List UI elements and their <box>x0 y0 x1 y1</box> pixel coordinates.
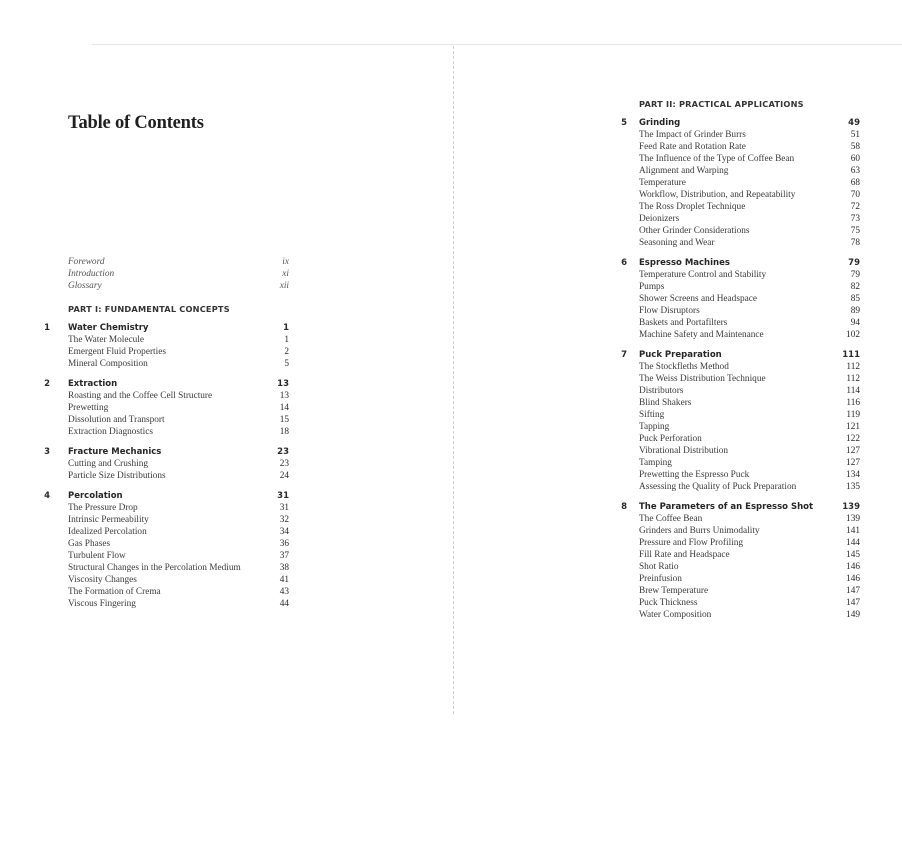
section-row[interactable]: Structural Changes in the Percolation Medium 38 <box>68 563 289 573</box>
section-row[interactable]: Distributors 114 <box>639 386 860 396</box>
section-row[interactable]: Viscous Fingering 44 <box>68 599 289 609</box>
section-row[interactable]: Turbulent Flow 37 <box>68 551 289 561</box>
section-row[interactable]: The Pressure Drop 31 <box>68 503 289 513</box>
section-row[interactable]: Emergent Fluid Properties 2 <box>68 347 289 357</box>
section-row[interactable]: Preinfusion 146 <box>639 574 860 584</box>
section-row[interactable]: Vibrational Distribution 127 <box>639 446 860 456</box>
section-row[interactable]: The Stockfleths Method 112 <box>639 362 860 372</box>
section-row[interactable]: Puck Thickness 147 <box>639 598 860 608</box>
section-row[interactable]: Particle Size Distributions 24 <box>68 471 289 481</box>
section-row[interactable]: Puck Perforation 122 <box>639 434 860 444</box>
section-row[interactable]: Idealized Percolation 34 <box>68 527 289 537</box>
section-row[interactable]: Other Grinder Considerations 75 <box>639 226 860 236</box>
section-row[interactable]: The Ross Droplet Technique 72 <box>639 202 860 212</box>
section-row[interactable]: Water Composition 149 <box>639 610 860 620</box>
section-row[interactable]: The Coffee Bean 139 <box>639 514 860 524</box>
section-row[interactable]: Tamping 127 <box>639 458 860 468</box>
chapter-row[interactable]: 3 Fracture Mechanics 23 <box>44 447 289 457</box>
section-row[interactable]: Baskets and Portafilters 94 <box>639 318 860 328</box>
section-row[interactable]: Flow Disruptors 89 <box>639 306 860 316</box>
section-row[interactable]: Alignment and Warping 63 <box>639 166 860 176</box>
section-row[interactable]: Mineral Composition 5 <box>68 359 289 369</box>
section-row[interactable]: Cutting and Crushing 23 <box>68 459 289 469</box>
chapter-row[interactable]: 5 Grinding 49 <box>621 118 860 128</box>
chapter-row[interactable]: 2 Extraction 13 <box>44 379 289 389</box>
front-matter-list <box>0 256 453 292</box>
section-row[interactable]: Workflow, Distribution, and Repeatability 70 <box>639 190 860 200</box>
section-row[interactable]: Extraction Diagnostics 18 <box>68 427 289 437</box>
chapter-row[interactable]: 1 Water Chemistry 1 <box>44 323 289 333</box>
right-page <box>454 0 902 857</box>
section-row[interactable]: Prewetting 14 <box>68 403 289 413</box>
part-heading: PART I: FUNDAMENTAL CONCEPTS <box>68 304 230 314</box>
section-row[interactable]: Blind Shakers 116 <box>639 398 860 408</box>
chapter-row[interactable]: 8 The Parameters of an Espresso Shot 139 <box>621 502 860 512</box>
section-row[interactable]: Fill Rate and Headspace 145 <box>639 550 860 560</box>
part-heading: PART II: PRACTICAL APPLICATIONS <box>639 99 804 109</box>
section-row[interactable]: Temperature 68 <box>639 178 860 188</box>
section-row[interactable]: Intrinsic Permeability 32 <box>68 515 289 525</box>
section-row[interactable]: Temperature Control and Stability 79 <box>639 270 860 280</box>
section-row[interactable]: Viscosity Changes 41 <box>68 575 289 585</box>
section-row[interactable]: Assessing the Quality of Puck Preparation 135 <box>639 482 860 492</box>
section-row[interactable]: Seasoning and Wear 78 <box>639 238 860 248</box>
front-matter-item[interactable]: Foreword ix <box>68 257 289 267</box>
section-row[interactable]: Deionizers 73 <box>639 214 860 224</box>
section-row[interactable]: Brew Temperature 147 <box>639 586 860 596</box>
section-row[interactable]: Grinders and Burrs Unimodality 141 <box>639 526 860 536</box>
section-row[interactable]: Prewetting the Espresso Puck 134 <box>639 470 860 480</box>
section-row[interactable]: The Influence of the Type of Coffee Bean 60 <box>639 154 860 164</box>
section-row[interactable]: Pressure and Flow Profiling 144 <box>639 538 860 548</box>
section-row[interactable]: Shower Screens and Headspace 85 <box>639 294 860 304</box>
section-row[interactable]: Shot Ratio 146 <box>639 562 860 572</box>
part-1 <box>0 303 453 610</box>
section-row[interactable]: Roasting and the Coffee Cell Structure 13 <box>68 391 289 401</box>
section-row[interactable]: The Weiss Distribution Technique 112 <box>639 374 860 384</box>
section-row[interactable]: Pumps 82 <box>639 282 860 292</box>
section-row[interactable]: Sifting 119 <box>639 410 860 420</box>
front-matter-item[interactable]: Introduction xi <box>68 269 289 279</box>
chapter-row[interactable]: 4 Percolation 31 <box>44 491 289 501</box>
section-row[interactable]: The Formation of Crema 43 <box>68 587 289 597</box>
section-row[interactable]: The Impact of Grinder Burrs 51 <box>639 130 860 140</box>
toc-title: Table of Contents <box>68 113 204 133</box>
section-row[interactable]: Gas Phases 36 <box>68 539 289 549</box>
section-row[interactable]: Dissolution and Transport 15 <box>68 415 289 425</box>
front-matter-item[interactable]: Glossary xii <box>68 281 289 291</box>
section-row[interactable]: Machine Safety and Maintenance 102 <box>639 330 860 340</box>
section-row[interactable]: Feed Rate and Rotation Rate 58 <box>639 142 860 152</box>
chapter-row[interactable]: 6 Espresso Machines 79 <box>621 258 860 268</box>
part-2 <box>454 98 902 621</box>
section-row[interactable]: Tapping 121 <box>639 422 860 432</box>
section-row[interactable]: The Water Molecule 1 <box>68 335 289 345</box>
chapter-row[interactable]: 7 Puck Preparation 111 <box>621 350 860 360</box>
